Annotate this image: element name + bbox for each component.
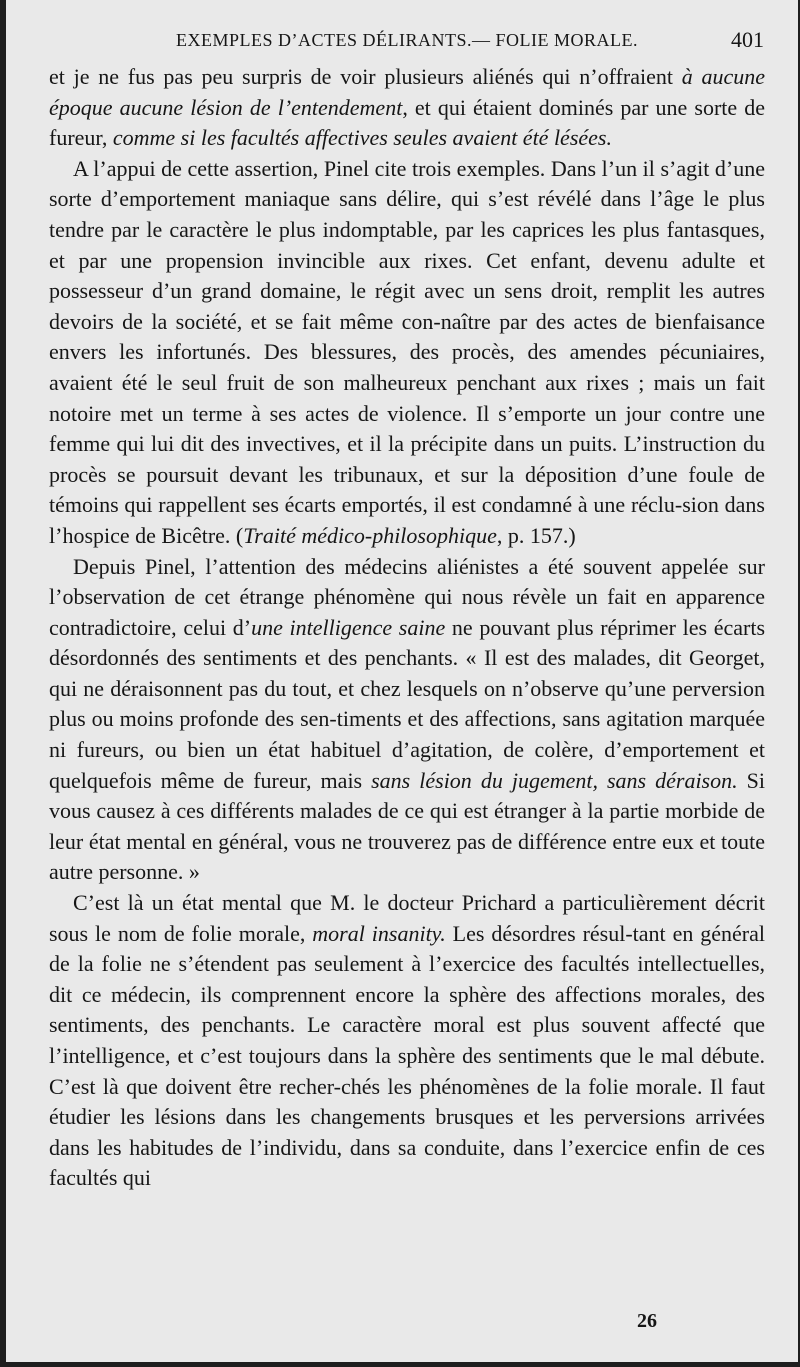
text-segment: et je ne fus pas peu surpris de voir plusieurs aliénés qui n’offraient: [49, 64, 682, 89]
body-text: [49, 62, 765, 1194]
text-segment: Les désordres résul-tant en général de la folie ne s’étendent pas seulement à l’exercice des facultés intellectuelles, dit ce médecin, ils comprennent encore la sphère des affections morales, des sentiments, des penchants. Le caractère moral est plus souvent affecté que l’intelligence, et c’est toujours dans la sphère des sentiments que le mal débute. C’est là que doivent être recher-chés les phénomènes de la folie morale. Il faut étudier les lésions dans les changements brusques et les perversions arrivées dans les habitudes de l’individu, dans sa conduite, dans l’exercice enfin de ces facultés qui: [49, 920, 765, 1191]
text-segment: ne pouvant plus réprimer les écarts désordonnés des sentiments et des penchants. « Il est des malades, dit Georget, qui ne déraisonnent pas du tout, et chez lesquels on n’observe qu’une perversion plus ou moins profonde des sen-timents et des affections, sans agitation marquée ni fureurs, ou bien un état habituel d’agitation, de colère, d’emportement et quelquefois même de fureur, mais: [49, 614, 765, 793]
italic-segment: moral insanity.: [312, 920, 446, 946]
text-segment: Depuis Pinel, l’attention des médecins aliénistes a été souvent appelée sur l’observation de cet étrange phénomène qui nous révèle un fait en apparence contradictoire, celui d’: [49, 553, 765, 640]
paragraph: [49, 62, 765, 154]
book-page: [6, 0, 798, 1362]
page-header: [6, 27, 798, 60]
italic-segment: sans lésion du jugement, sans déraison.: [371, 767, 738, 793]
italic-segment: comme si les facultés affectives seules avaient été lésées.: [112, 125, 612, 151]
paragraph: [49, 154, 765, 552]
italic-segment: Traité médico-philosophique: [243, 522, 497, 548]
text-segment: , p. 157.): [496, 522, 576, 548]
text-segment: Si vous causez à ces différents malades de ce qui est étranger à la partie morbide de leur état mental en général, vous ne trouverez pas de différence entre eux et toute autre personne. »: [49, 767, 765, 885]
text-segment: A l’appui de cette assertion, Pinel cite trois exemples. Dans l’un il s’agit d’une sorte d’emportement maniaque sans délire, qui s’est révélé dans l’âge le plus tendre par le caractère le plus indomptable, par les caprices les plus fantasques, et par une propension invincible aux rixes. Cet enfant, devenu adulte et possesseur d’un grand domaine, le régit avec un sens droit, remplit les autres devoirs de la société, et se fait même con-naître par des actes de bienfaisance envers les infortunés. Des blessures, des procès, des amendes pécuniaires, avaient été le seul fruit de son malheureux penchant aux rixes ; mais un fait notoire met un terme à ses actes de violence. Il s’emporte un jour contre une femme qui lui dit des invectives, et il la précipite dans un puits. L’instruction du procès se poursuit devant les tribunaux, et sur la déposition d’une foule de témoins qui rappellent ses écarts emportés, il est condamné à une réclu-sion dans l’hospice de Bicêtre. (: [49, 155, 765, 548]
signature-mark: 26: [637, 1310, 657, 1332]
italic-segment: à aucune époque aucune lésion de l’entendement: [49, 64, 765, 120]
text-segment: , et qui étaient dominés par une sorte de fureur,: [49, 94, 766, 151]
paragraph: [49, 888, 765, 1194]
page-number: 401: [731, 27, 764, 52]
text-segment: C’est là un état mental que M. le docteur Prichard a particulièrement décrit sous le nom de folie morale,: [49, 890, 765, 946]
paragraph: [49, 552, 765, 889]
italic-segment: une intelligence saine: [251, 614, 446, 640]
running-title: EXEMPLES D’ACTES DÉLIRANTS.— FOLIE MORALE.: [176, 30, 638, 50]
